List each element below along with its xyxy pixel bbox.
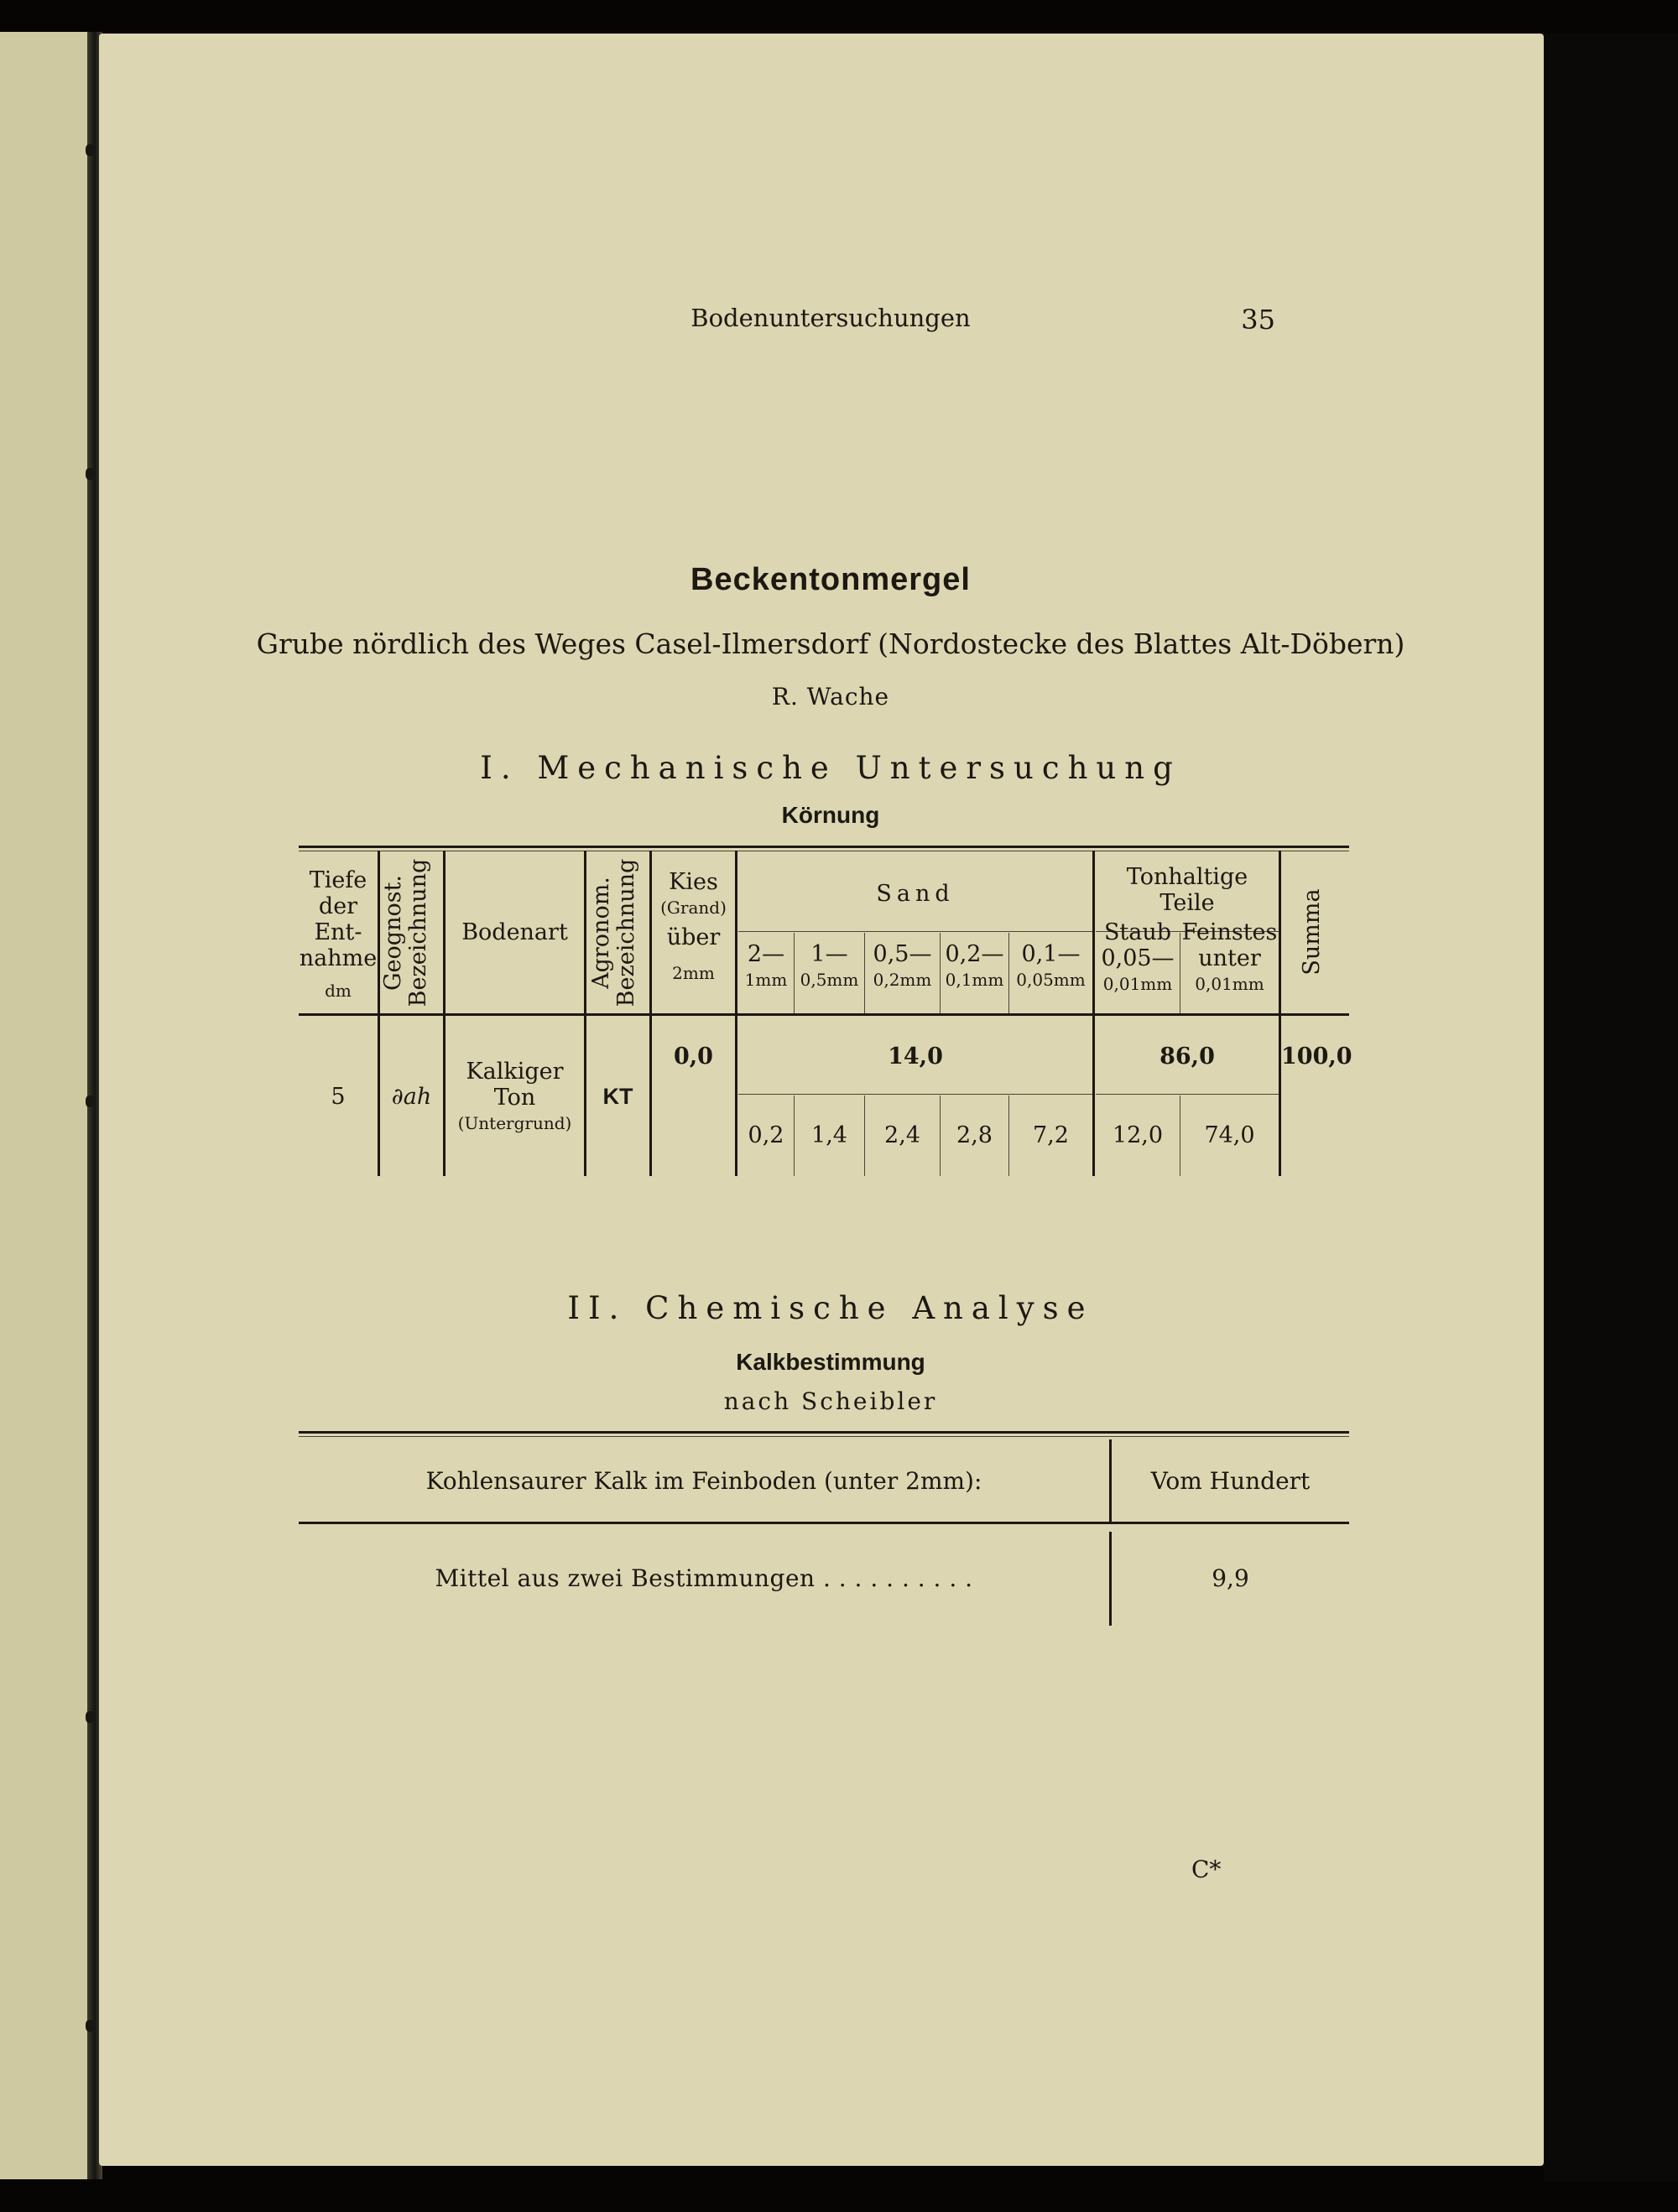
header-line: Ent- xyxy=(314,919,362,945)
header-line: 0,1— xyxy=(1021,941,1081,967)
binding-mark xyxy=(86,1096,94,1107)
col-rule xyxy=(735,851,737,1176)
section-2-heading: II. Chemische Analyse xyxy=(567,1290,1094,1326)
author: R. Wache xyxy=(771,683,890,710)
header-line: Agronom. xyxy=(588,877,614,989)
header-line: 0,2mm xyxy=(873,970,932,990)
cell-kies: 0,0 xyxy=(674,1044,713,1070)
header-line: 0,5— xyxy=(873,941,932,967)
sand-value-rule xyxy=(738,1094,1092,1095)
running-header: Bodenuntersuchungen xyxy=(690,304,971,332)
binding-mark xyxy=(86,2020,94,2032)
header-sand-01-005 xyxy=(1009,941,1092,993)
header-line: der xyxy=(318,893,358,919)
page-number: 35 xyxy=(1241,304,1275,336)
col-rule xyxy=(584,851,586,1176)
header-line: unter xyxy=(1198,945,1261,971)
header-summa: Summa xyxy=(1299,888,1325,976)
header-line: Tiefe xyxy=(309,867,367,893)
header-tiefe xyxy=(299,867,378,1004)
header-agronom xyxy=(589,853,643,1012)
cell-ton-total: 86,0 xyxy=(1159,1044,1215,1070)
binding-mark xyxy=(86,468,94,480)
row-value-kalk: 9,9 xyxy=(1212,1564,1249,1592)
header-line: 0,01mm xyxy=(1102,974,1173,994)
book-cover-edge xyxy=(1544,34,1678,2181)
header-sand: Sand xyxy=(876,881,955,907)
binding-mark xyxy=(86,144,94,156)
table-top-rule xyxy=(299,1431,1349,1434)
header-line: Tonhaltige xyxy=(1126,864,1248,890)
header-sand-02-01 xyxy=(941,941,1008,993)
header-unit: dm xyxy=(325,981,352,1001)
header-line: Geognost. xyxy=(380,874,406,991)
cell-sand-01-005: 7,2 xyxy=(1033,1122,1069,1148)
header-line: 0,2— xyxy=(945,941,1004,967)
cell-summa: 100,0 xyxy=(1281,1044,1352,1070)
header-line: Teile xyxy=(1159,890,1215,916)
header-line: 1— xyxy=(810,941,848,967)
header-kohlensaurer-kalk: Kohlensaurer Kalk im Feinboden (unter 2mm): xyxy=(425,1467,982,1495)
header-line: 0,1mm xyxy=(945,970,1004,990)
ton-value-rule xyxy=(1096,1094,1279,1095)
header-line: 0,05— xyxy=(1101,945,1175,971)
header-line: Bezeichnung xyxy=(613,858,639,1007)
section-2-method: nach Scheibler xyxy=(723,1387,938,1415)
cell-sand-02-01: 2,8 xyxy=(956,1122,993,1148)
table-top-rule-thin xyxy=(299,1436,1349,1437)
header-tonhaltige xyxy=(1096,864,1279,916)
header-line: (Grand) xyxy=(660,898,727,918)
section-2-subheading: Kalkbestimmung xyxy=(736,1349,925,1375)
header-vom-hundert: Vom Hundert xyxy=(1150,1467,1311,1495)
col-rule xyxy=(1092,851,1095,1176)
cell-agronom: KT xyxy=(602,1084,633,1109)
document-subtitle: Grube nördlich des Weges Casel-Ilmersdorf (Nordostecke des Blattes Alt-Döbern) xyxy=(256,627,1405,660)
header-line: 0,5mm xyxy=(800,970,859,990)
section-1-heading: I. Mechanische Untersuchung xyxy=(480,750,1181,786)
cell-sand-05-02: 2,4 xyxy=(884,1122,920,1148)
cell-sand-1-05: 1,4 xyxy=(811,1122,847,1148)
cell-line: Ton xyxy=(493,1085,536,1111)
header-sand-1-05 xyxy=(795,941,864,993)
header-line: Bezeichnung xyxy=(405,858,431,1007)
header-line: 2— xyxy=(747,941,785,967)
table-header-rule xyxy=(299,1522,1349,1524)
col-rule xyxy=(1279,851,1281,1176)
header-line: Kies xyxy=(669,869,718,895)
header-line: 2mm xyxy=(672,963,715,983)
header-line: 0,01mm xyxy=(1195,974,1264,994)
cell-staub: 12,0 xyxy=(1112,1122,1164,1148)
header-geognost xyxy=(381,853,435,1012)
header-sand-2-1 xyxy=(738,941,794,993)
cell-bodenart xyxy=(446,1059,584,1137)
cell-feinstes: 74,0 xyxy=(1204,1122,1255,1148)
section-1-subheading: Körnung xyxy=(781,802,880,828)
binding-mark xyxy=(86,1711,94,1723)
header-line: Feinstes xyxy=(1181,919,1278,945)
document-title: Beckentonmergel xyxy=(690,562,971,597)
header-line: 1mm xyxy=(744,970,788,990)
table-top-rule xyxy=(299,846,1349,848)
header-bodenart: Bodenart xyxy=(461,919,568,945)
cell-line: Kalkiger xyxy=(466,1059,564,1085)
header-kies xyxy=(652,869,735,986)
header-line: 0,05mm xyxy=(1016,970,1086,990)
row-label-mittel: Mittel aus zwei Bestimmungen . . . . . . . . . . xyxy=(435,1564,973,1592)
sand-sub-rule xyxy=(738,931,1092,932)
cell-sand-2-1: 0,2 xyxy=(748,1122,784,1148)
printer-signature: C* xyxy=(1191,1855,1222,1883)
header-feinstes xyxy=(1180,919,1279,997)
header-line: Staub xyxy=(1103,919,1172,945)
cell-line: (Untergrund) xyxy=(457,1113,572,1133)
cell-tiefe: 5 xyxy=(331,1084,346,1110)
cell-geognost: ∂ah xyxy=(391,1084,432,1110)
header-line: über xyxy=(666,924,721,950)
table-header-rule xyxy=(299,1013,1349,1016)
header-sand-05-02 xyxy=(865,941,940,993)
header-line: nahme xyxy=(299,945,378,971)
header-staub xyxy=(1096,919,1180,997)
cell-sand-total: 14,0 xyxy=(888,1044,943,1070)
